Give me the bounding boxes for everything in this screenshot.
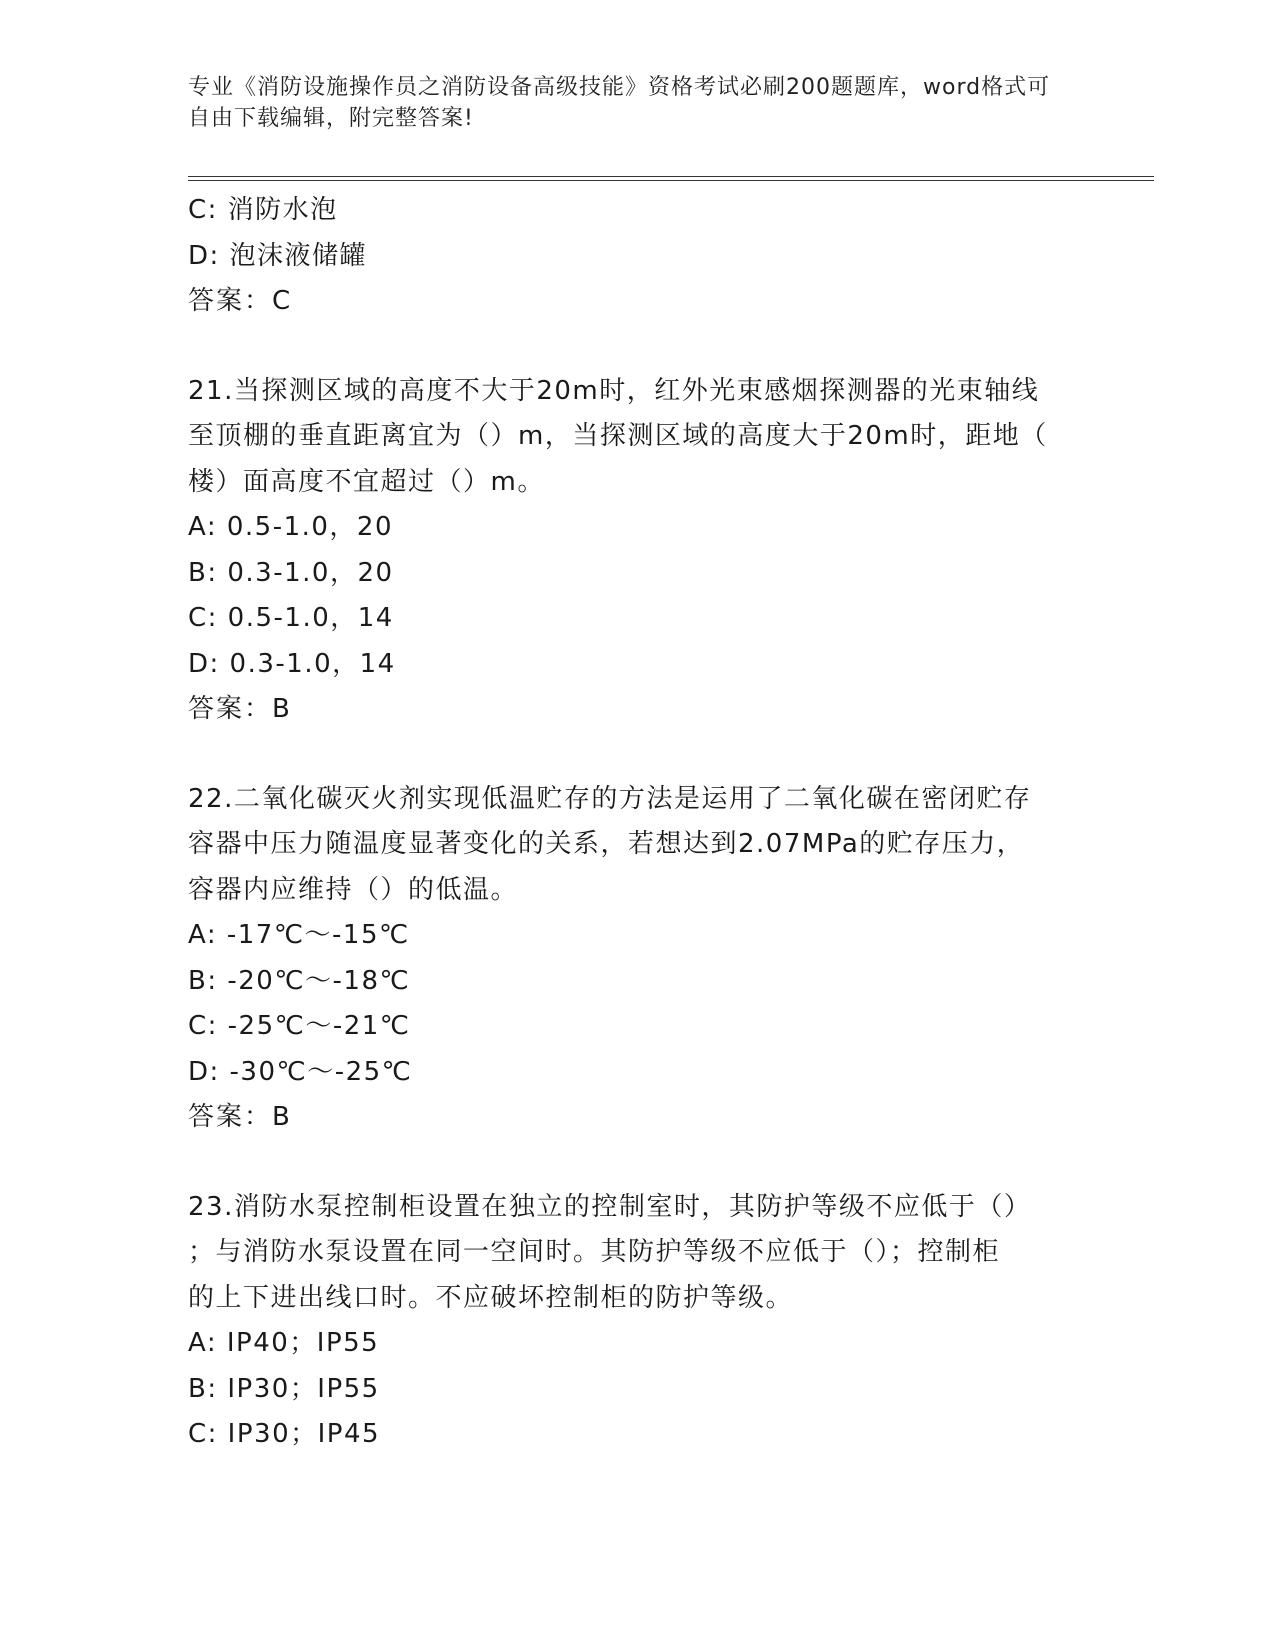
option-d: D: 0.3-1.0，14 <box>188 648 396 679</box>
option-b: B: -20℃～-18℃ <box>188 965 411 996</box>
question-stem-line: 21.当探测区域的高度不大于20m时，红外光束感烟探测器的光束轴线 <box>188 375 1040 406</box>
answer-label: 答案：B <box>188 1102 292 1132</box>
option-c: C: -25℃～-21℃ <box>188 1011 411 1041</box>
question-stem-line: 22.二氧化碳灭火剂实现低温贮存的方法是运用了二氧化碳在密闭贮存 <box>188 783 1032 814</box>
question-block <box>188 188 1088 325</box>
question-stem-line: 的上下进出线口时。不应破坏控制柜的防护等级。 <box>188 1282 794 1313</box>
question-stem-line: 容器内应维持（）的低温。 <box>188 874 519 905</box>
option-a: A: -17℃～-15℃ <box>188 920 410 950</box>
question-stem-line: 楼）面高度不宜超过（）m。 <box>188 466 545 497</box>
header-divider <box>188 176 1154 181</box>
option-d: D: -30℃～-25℃ <box>188 1056 413 1087</box>
question-stem-line: 至顶棚的垂直距离宜为（）m，当探测区域的高度大于20m时，距地（ <box>188 421 1048 451</box>
option-a: A: 0.5-1.0，20 <box>188 512 394 542</box>
answer-label: 答案：B <box>188 694 292 724</box>
option-d: D: 泡沫液储罐 <box>188 240 368 271</box>
option-c: C: 0.5-1.0，14 <box>188 603 394 633</box>
option-c: C: IP30；IP45 <box>188 1419 381 1449</box>
option-b: B: 0.3-1.0，20 <box>188 557 394 588</box>
option-c: C: 消防水泡 <box>188 195 338 225</box>
question-list <box>188 188 1088 1458</box>
header-title: 专业《消防设施操作员之消防设备高级技能》资格考试必刷200题题库，word格式可自由下载编辑，附完整答案! <box>188 75 1051 131</box>
question-stem-line: 容器中压力随温度显著变化的关系，若想达到2.07MPa的贮存压力， <box>188 829 1025 859</box>
option-a: A: IP40；IP55 <box>188 1328 380 1358</box>
question-stem-line: ；与消防水泵设置在同一空间时。其防护等级不应低于（）；控制柜 <box>188 1237 1001 1267</box>
question-block <box>188 369 1088 733</box>
document-header <box>188 72 1068 134</box>
question-stem-line: 23.消防水泵控制柜设置在独立的控制室时，其防护等级不应低于（） <box>188 1191 1032 1222</box>
question-block <box>188 777 1088 1141</box>
option-b: B: IP30；IP55 <box>188 1373 380 1404</box>
answer-label: 答案：C <box>188 286 293 316</box>
question-block <box>188 1185 1088 1458</box>
